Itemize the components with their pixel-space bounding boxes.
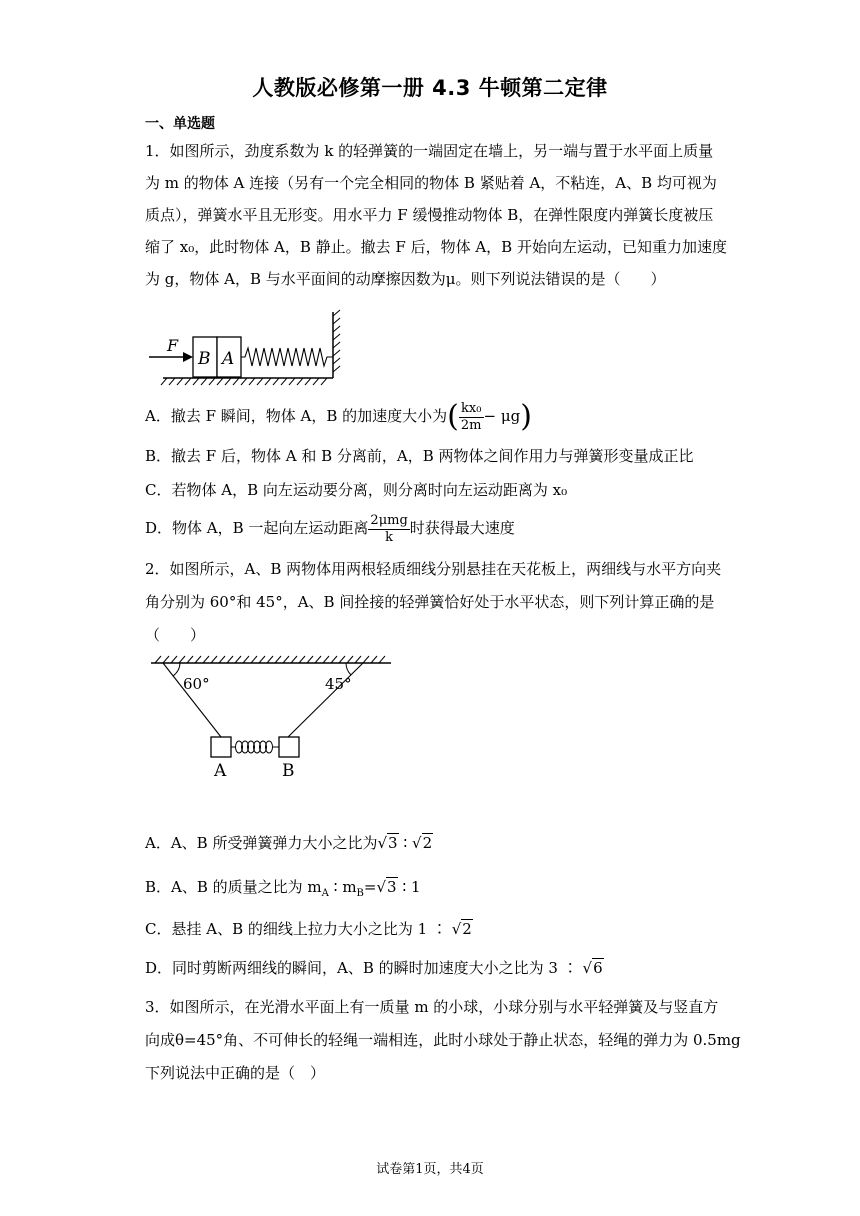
q3-line-3: 下列说法中正确的是（ ） — [145, 1064, 326, 1082]
q1-option-a-fraction: $\frac{\text{kx₀}}{2m}$ — [460, 400, 482, 433]
q1-line-3: 质点），弹簧水平且无形变。用水平力 F 缓慢推动物体 B，在弹性限度内弹簧长度被压 — [145, 206, 714, 224]
q1-option-d-tail: 时获得最大速度 — [409, 519, 515, 537]
q2-option-d: D．同时剪断两细线的瞬间，A、B 的瞬时加速度大小之比为 3 ∶ √6 — [145, 959, 603, 977]
q1-option-d-fraction: $\frac{\text{2μmg}}{k}$ — [370, 512, 408, 545]
label-a: A — [214, 761, 227, 780]
section-heading: 一、单选题 — [145, 116, 215, 132]
spring — [241, 348, 333, 366]
q2-option-a-text: A．A、B 所受弹簧弹力大小之比为 — [145, 834, 378, 852]
q1-option-a-text: A．撤去 F 瞬间，物体 A，B 的加速度大小为 — [145, 407, 448, 425]
page-footer: 试卷第1页，共4页 — [376, 1162, 484, 1177]
q1-option-a-tail: − μg — [483, 407, 521, 425]
coil-spring — [231, 741, 279, 753]
q3-line-2: 向成θ=45°角、不可伸长的轻绳一端相连，此时小球处于静止状态，轻绳的弹力为 0.5mg — [145, 1031, 741, 1049]
q2-figure — [145, 655, 400, 780]
page-title: 人教版必修第一册 4.3 牛顿第二定律 — [252, 76, 608, 100]
q2-option-c: C．悬挂 A、B 的细线上拉力大小之比为 1 ∶ √2 — [145, 920, 472, 938]
q2-line-2: 角分别为 60°和 45°，A、B 间拴接的轻弹簧恰好处于水平状态，则下列计算正确的是 — [145, 593, 715, 611]
q1-line-5: 为 g，物体 A，B 与水平面间的动摩擦因数为μ。则下列说法错误的是（ ） — [145, 270, 666, 288]
block-a — [211, 737, 231, 757]
q1-figure — [145, 308, 355, 388]
q2-option-b: B．A、B 的质量之比为 $m_A$ ∶ $m_B=√3$ ∶ 1 — [145, 878, 421, 899]
q2-option-c-text: C．悬挂 A、B 的细线上拉力大小之比为 1 ∶ — [145, 920, 452, 938]
q1-option-c: C．若物体 A，B 向左运动要分离，则分离时向左运动距离为 x₀ — [145, 481, 568, 499]
q1-option-d-text: D．物体 A，B 一起向左运动距离 — [145, 519, 369, 537]
block-b — [279, 737, 299, 757]
q1-line-1: 1．如图所示，劲度系数为 k 的轻弹簧的一端固定在墙上，另一端与置于水平面上质量 — [145, 142, 714, 160]
q1-option-a: A．撤去 F 瞬间，物体 A，B 的加速度大小为( $\frac{\text{kx₀}}{2m}$ − μg) — [145, 399, 532, 434]
q2-option-a: A．A、B 所受弹簧弹力大小之比为√3 ∶ √2 — [145, 834, 433, 852]
block-b-label: B — [198, 349, 211, 369]
q1-line-4: 缩了 x₀，此时物体 A，B 静止。撤去 F 后，物体 A，B 开始向左运动，已知重力加速度 — [145, 238, 727, 256]
block-a-label: A — [222, 349, 235, 369]
q3-line-1: 3．如图所示，在光滑水平面上有一质量 m 的小球，小球分别与水平轻弹簧及与竖直方 — [145, 998, 719, 1016]
q2-line-1: 2．如图所示，A、B 两物体用两根轻质细线分别悬挂在天花板上，两细线与水平方向夹 — [145, 560, 722, 578]
q2-option-d-text: D．同时剪断两细线的瞬间，A、B 的瞬时加速度大小之比为 3 ∶ — [145, 959, 583, 977]
q1-line-2: 为 m 的物体 A 连接（另有一个完全相同的物体 B 紧贴着 A，不粘连，A、B 均可视为 — [145, 174, 717, 192]
q2-line-3: （ ） — [145, 626, 206, 644]
angle-45-label: 45° — [325, 675, 352, 693]
q2-option-b-text: B．A、B 的质量之比为 m — [145, 878, 322, 896]
q1-option-b: B．撤去 F 后，物体 A 和 B 分离前，A，B 两物体之间作用力与弹簧形变量成正比 — [145, 447, 694, 465]
q1-option-d — [145, 510, 515, 546]
label-b: B — [282, 761, 295, 780]
force-label: F — [167, 336, 179, 355]
angle-60-label: 60° — [183, 675, 210, 693]
